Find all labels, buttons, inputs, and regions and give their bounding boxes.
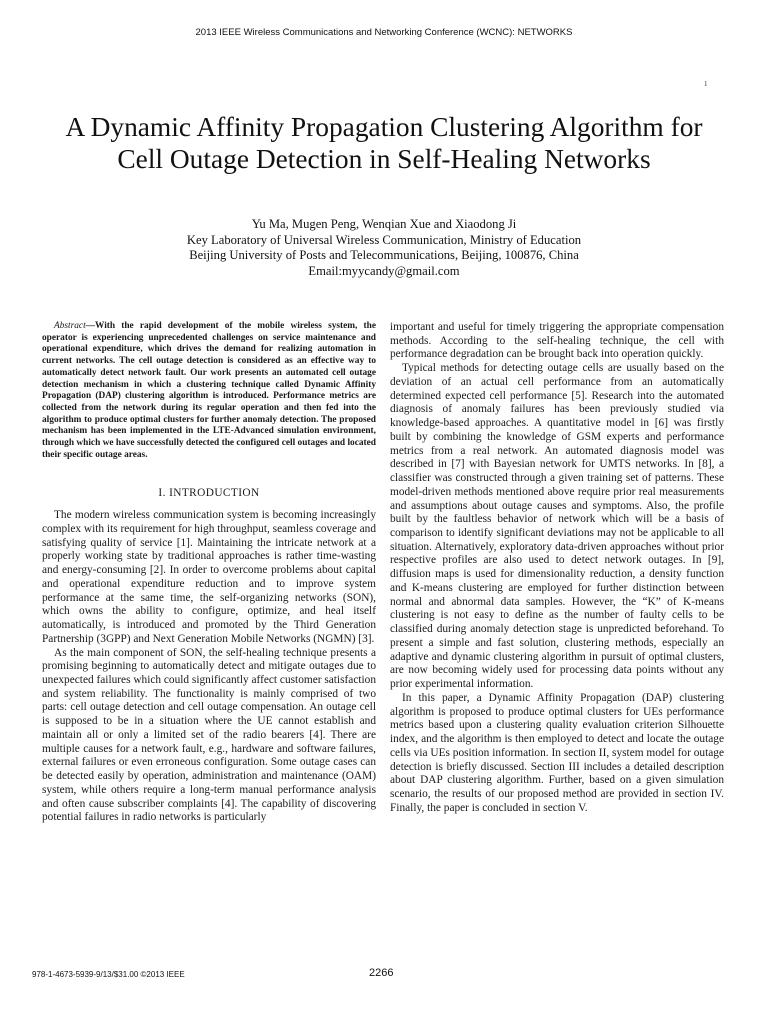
body-paragraph-continued: important and useful for timely triggering the appropriate compensation methods. According to the self-healing technique, the cell with performance degradation can be brought back into operation quickly. — [390, 321, 724, 361]
page-marker: 1 — [704, 80, 708, 88]
footer-isbn: 978-1-4673-5939-9/13/$31.00 ©2013 IEEE — [32, 970, 185, 979]
right-column — [390, 321, 724, 815]
body-paragraph: As the main component of SON, the self-healing technique presents a promising beginning to automatically detect and mitigate outages due to unexpected failures which could significantly affect customer satisfaction and system reliability. The functionality is mainly comprised of two parts: cell outage detection and cell outage compensation. An outage cell is supposed to be in a situation where the UE cannot establish and maintain all or only a limited set of the radio bearers [4]. There are multiple causes for a network fault, e.g., hardware and software failures, external failures or even erroneous configuration. Some outage cases can be detected easily by operation, administration and maintenance (OAM) system, while others require a long-term manual performance analysis and often cause subscriber complaints [4]. The capability of discovering potential failures in radio networks is particularly — [42, 646, 376, 824]
left-column — [42, 321, 376, 825]
footer-page-number: 2266 — [369, 967, 394, 979]
author-names: Yu Ma, Mugen Peng, Wenqian Xue and Xiaodong Ji — [251, 217, 517, 231]
body-paragraph: In this paper, a Dynamic Affinity Propagation (DAP) clustering algorithm is proposed to produce optimal clusters for UEs performance metrics based upon a clustering quality evaluation criterion Silhouette index, and the algorithm is then employed to detect and locate the outage cells via UEs position information. In section II, system model for outage detection is briefly discussed. Section III includes a detailed description about DAP clustering algorithm. Further, based on a given simulation scenario, the results of our proposed method are provided in section IV. Finally, the paper is concluded in section V. — [390, 691, 724, 814]
author-email: Email:myycandy@gmail.com — [308, 264, 460, 279]
body-paragraph: Typical methods for detecting outage cells are usually based on the deviation of an actual cell performance from an automatically determined expected cell performance [5]. Research into the automated diagnosis of anomaly failures has been previously studied via knowledge-based approaches. A quantitative model in [6] was firstly built by combining the knowledge of GSM experts and performance metrics from a real network. An automated diagnosis model was described in [7] with Bayesian network for UMTS networks. In [8], a classifier was constructed through a given training set of patterns. These model-driven methods mentioned above require prior real measurements and assumptions about outage causes and symptoms. Also, the profile built by the faultless behavior of network which will be a basis of comparison to identify significant deviations may not be applicable to all situation. Alternatively, exploratory data-driven approaches without prior respective profiles are also used to detect network outages. In [9], diffusion maps is used for dimensionality reduction, a density function and K-means clustering are employed for further distinction between normal and abnormal data samples. However, the “K” of K-means clustering is not easy to define as the number of faulty cells to be classified during anomaly detection stage is unpredicted beforehand. To present a simple and fast solution, clustering methods, especially an adaptive and dynamic clustering algorithm in pursuit of optimal clusters, are now becoming widely used for processing data points without any prior experimental information. — [390, 362, 724, 691]
author-affiliation-university: Beijing University of Posts and Telecommunications, Beijing, 100876, China — [189, 248, 579, 263]
section-heading-introduction: I. INTRODUCTION — [158, 487, 260, 500]
abstract-label: Abstract — [54, 321, 86, 331]
author-block — [60, 217, 708, 280]
body-paragraph: The modern wireless communication system is becoming increasingly complex with its requirement for high throughput, seamless coverage and satisfying quality of service [1]. Maintaining the intricate network at a properly working state by traditional approaches is rather time-wasting and energy-consuming [2]. In order to overcome problems about capital and operational expenditure reduction and to improve system performance at the same time, the self-organizing networks (SON), which owns the ability to configure, optimize, and heal itself automatically, is introduced and promoted by the Third Generation Partnership (3GPP) and Next Generation Mobile Networks (NGMN) [3]. — [42, 509, 376, 645]
conference-header: 2013 IEEE Wireless Communications and Networking Conference (WCNC): NETWORKS — [195, 27, 573, 38]
abstract — [42, 321, 376, 461]
author-affiliation-lab: Key Laboratory of Universal Wireless Communication, Ministry of Education — [186, 232, 582, 247]
abstract-text: —With the rapid development of the mobile wireless system, the operator is experiencing unprecedented challenges on service maintenance and operational expenditure, which drives the demand for realizing automation in current networks. The cell outage detection is considered as an effective way to automatically detect network fault. Our work presents an automated cell outage detection mechanism in which a clustering technique called Dynamic Affinity Propagation (DAP) clustering algorithm is introduced. Performance metrics are collected from the network during its regular operation and then fed into the algorithm to produce optimal clusters for further anomaly detection. The proposed mechanism has been implemented in the LTE-Advanced simulation environment, through which we have successfully detected the configured cell outages and located their specific outage areas. — [42, 321, 376, 460]
paper-title: A Dynamic Affinity Propagation Clustering Algorithm for Cell Outage Detection in Self-Healing Networks — [65, 112, 703, 174]
